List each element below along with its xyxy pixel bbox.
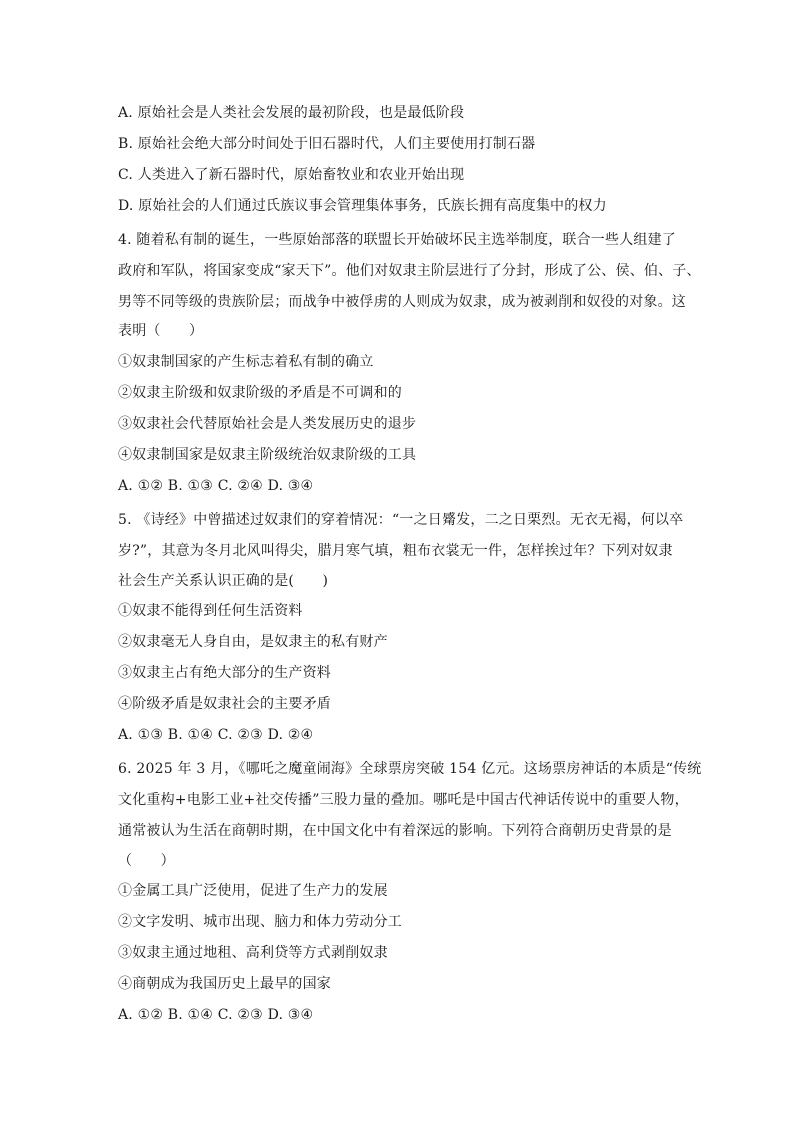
q6-choices: A. ①② B. ①④ C. ②③ D. ③④: [118, 1007, 314, 1023]
q5-stem-line-1: 5. 《诗经》中曾描述过奴隶们的穿着情况：“一之日觱发，二之日栗烈。无衣无褐，何以卒: [118, 512, 684, 528]
q3-option-c: C. 人类进入了新石器时代，原始畜牧业和农业开始出现: [118, 167, 465, 183]
q6-item-3: ③奴隶主通过地租、高利贷等方式剥削奴隶: [118, 945, 388, 961]
q4-choices: A. ①② B. ①③ C. ②④ D. ③④: [118, 478, 314, 494]
q6-stem-line-2: 文化重构+电影工业+社交传播”三股力量的叠加。哪吒是中国古代神话传说中的重要人物，: [118, 792, 689, 808]
q5-stem-line-3: 社会生产关系认识正确的是( ): [118, 573, 329, 589]
q3-option-b: B. 原始社会绝大部分时间处于旧石器时代，人们主要使用打制石器: [118, 136, 536, 152]
q5-item-2: ②奴隶毫无人身自由，是奴隶主的私有财产: [118, 634, 388, 650]
q6-stem-line-3: 通常被认为生活在商朝时期，在中国文化中有着深远的影响。下列符合商朝历史背景的是: [118, 823, 672, 839]
q4-stem-line-3: 男等不同等级的贵族阶层；而战争中被俘虏的人则成为奴隶，成为被剥削和奴役的对象。这: [118, 294, 686, 310]
q5-item-1: ①奴隶不能得到任何生活资料: [118, 603, 303, 619]
q4-item-4: ④奴隶制国家是奴隶主阶级统治奴隶阶级的工具: [118, 447, 417, 463]
q4-stem-line-4: 表明（ ）: [118, 323, 204, 339]
q4-item-2: ②奴隶主阶级和奴隶阶级的矛盾是不可调和的: [118, 385, 402, 401]
q5-choices: A. ①③ B. ①④ C. ②③ D. ②④: [118, 727, 314, 743]
q6-stem-line-1: 6. 2025 年 3 月，《哪吒之魔童闹海》全球票房突破 154 亿元。这场票房神话的本质是“传统: [118, 761, 702, 777]
q6-item-1: ①金属工具广泛使用，促进了生产力的发展: [118, 883, 388, 899]
q5-stem-line-2: 岁?”，其意为冬月北风叫得尖，腊月寒气填，粗布衣裳无一件，怎样挨过年？下列对奴隶: [118, 543, 673, 559]
q3-option-a: A. 原始社会是人类社会发展的最初阶段，也是最低阶段: [118, 105, 465, 121]
q4-stem-line-1: 4. 随着私有制的诞生，一些原始部落的联盟长开始破坏民主选举制度，联合一些人组建了: [118, 232, 677, 248]
q4-stem-line-2: 政府和军队，将国家变成“家天下”。他们对奴隶主阶层进行了分封，形成了公、侯、伯、子、: [118, 263, 701, 279]
q5-item-3: ③奴隶主占有绝大部分的生产资料: [118, 665, 331, 681]
q6-item-4: ④商朝成为我国历史上最早的国家: [118, 976, 331, 992]
q6-stem-line-4: （ ）: [118, 853, 175, 869]
q6-item-2: ②文字发明、城市出现、脑力和体力劳动分工: [118, 914, 402, 930]
q5-item-4: ④阶级矛盾是奴隶社会的主要矛盾: [118, 696, 331, 712]
q4-item-3: ③奴隶社会代替原始社会是人类发展历史的退步: [118, 416, 417, 432]
q4-item-1: ①奴隶制国家的产生标志着私有制的确立: [118, 354, 374, 370]
q3-option-d: D. 原始社会的人们通过氏族议事会管理集体事务，氏族长拥有高度集中的权力: [118, 198, 607, 214]
